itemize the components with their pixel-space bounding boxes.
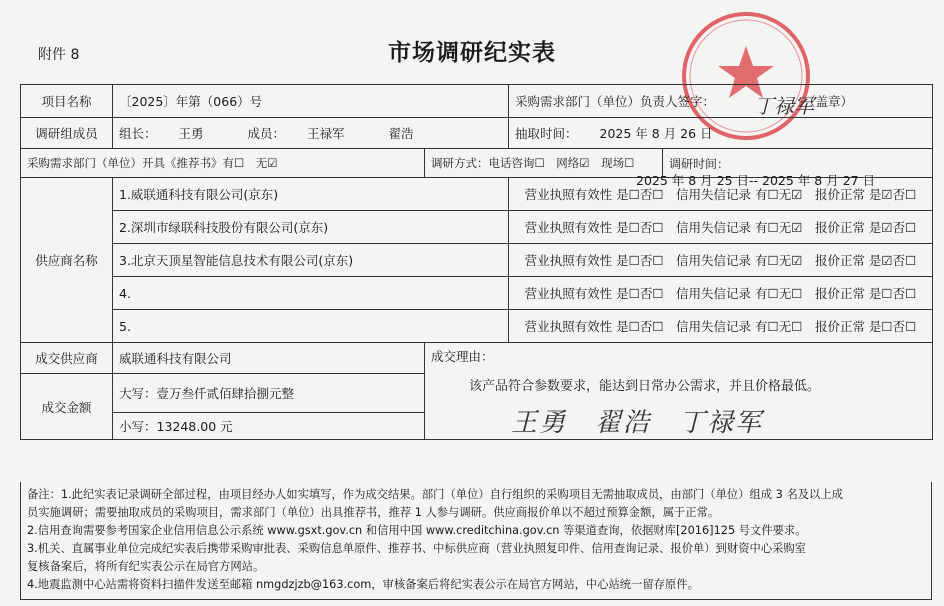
note-line: 3.机关、直属事业单位完成纪实表后携带采购审批表、采购信息单原件、推荐书、中标供应商（营业执照复印件、信用查询记录、报价单）到财资中心采购室 xyxy=(27,542,806,555)
team-member-2: 翟浩 xyxy=(388,126,414,141)
recommendation-letter: 采购需求部门（单位）开具《推荐书》有☐ 无☑ xyxy=(21,149,425,178)
dept-sign-label: 采购需求部门（单位）负责人签字： xyxy=(515,94,716,109)
project-label: 项目名称 xyxy=(21,85,113,118)
note-line: 复核备案后，将所有纪实表公示在局官方网站。 xyxy=(27,560,265,573)
team-member-1: 王禄军 xyxy=(307,126,345,141)
survey-time: 2025 年 8 月 25 日-- 2025 年 8 月 27 日 xyxy=(636,173,876,188)
supplier-name: 5. xyxy=(113,310,509,343)
supplier-checks: 营业执照有效性 是☐否☐ 信用失信记录 有☐无☑ 报价正常 是☑否☐ xyxy=(509,178,933,211)
team-leader: 王勇 xyxy=(178,126,204,141)
amount-upper: 大写：壹万叁仟贰佰肆拾捌元整 xyxy=(113,374,425,413)
reason-label: 成交理由： xyxy=(431,349,494,364)
supplier-name: 1.威联通科技有限公司(京东) xyxy=(113,178,509,211)
draw-time-label: 抽取时间： xyxy=(515,126,578,141)
deal-supplier-label: 成交供应商 xyxy=(21,343,113,374)
deal-supplier: 威联通科技有限公司 xyxy=(113,343,425,374)
amount-lower: 小写：13248.00 元 xyxy=(113,413,425,440)
supplier-checks: 营业执照有效性 是☐否☐ 信用失信记录 有☐无☐ 报价正常 是☐否☐ xyxy=(509,310,933,343)
survey-table xyxy=(20,84,933,440)
supplier-name: 4. xyxy=(113,277,509,310)
note-line: 员实施调研；需要抽取成员的采购项目，需求部门（单位）出具推荐书，推荐 1 人参与调研。供应商报价单以不超过预算金额，属于正常。 xyxy=(27,506,720,519)
supplier-label: 供应商名称 xyxy=(21,178,113,343)
survey-method: 调研方式：电话咨询☐ 网络☑ 现场☐ xyxy=(425,149,663,178)
project-value: 〔2025〕年第（066）号 xyxy=(113,85,509,118)
note-line: 2.信用查询需要参考国家企业信用信息公示系统 www.gsxt.gov.cn 和信用中国 www.creditchina.gov.cn 等渠道查询，依据财库[2016]125 号文件要求。 xyxy=(27,524,807,537)
reason-text: 该产品符合参数要求，能达到日常办公需求，并且价格最低。 xyxy=(469,379,821,394)
dept-sign-suffix: （盖章） xyxy=(803,94,854,109)
team-members-label: 成员： xyxy=(247,126,286,141)
team-leader-label: 组长： xyxy=(119,126,157,141)
draw-time: 2025 年 8 月 26 日 xyxy=(599,126,713,141)
note-line: 备注：1.此纪实表记录调研全部过程，由项目经办人如实填写，作为成交结果。部门（单位）自行组织的采购项目无需抽取成员，由部门（单位）组成 3 名及以上成 xyxy=(27,488,843,501)
attachment-label: 附件 8 xyxy=(38,47,80,63)
notes-section xyxy=(20,482,932,600)
supplier-checks: 营业执照有效性 是☐否☐ 信用失信记录 有☐无☑ 报价正常 是☑否☐ xyxy=(509,211,933,244)
note-line: 4.地震监测中心站需将资料扫描件发送至邮箱 nmgdzjzb@163.com，审核备案后将纪实表公示在局官方网站，中心站统一留存原件。 xyxy=(27,578,699,591)
supplier-checks: 营业执照有效性 是☐否☐ 信用失信记录 有☐无☑ 报价正常 是☑否☐ xyxy=(509,244,933,277)
supplier-name: 2.深圳市绿联科技股份有限公司(京东) xyxy=(113,211,509,244)
supplier-checks: 营业执照有效性 是☐否☐ 信用失信记录 有☐无☐ 报价正常 是☐否☐ xyxy=(509,277,933,310)
survey-time-label: 调研时间： xyxy=(669,156,730,171)
supplier-name: 3.北京天顶星智能信息技术有限公司(京东) xyxy=(113,244,509,277)
dept-head-signature: 丁禄军 xyxy=(754,94,814,118)
signatures: 王勇 翟浩 丁禄军 xyxy=(511,408,764,438)
team-label: 调研组成员 xyxy=(21,118,113,149)
page-title: 市场调研纪实表 xyxy=(388,39,556,66)
deal-amount-label: 成交金额 xyxy=(21,374,113,440)
